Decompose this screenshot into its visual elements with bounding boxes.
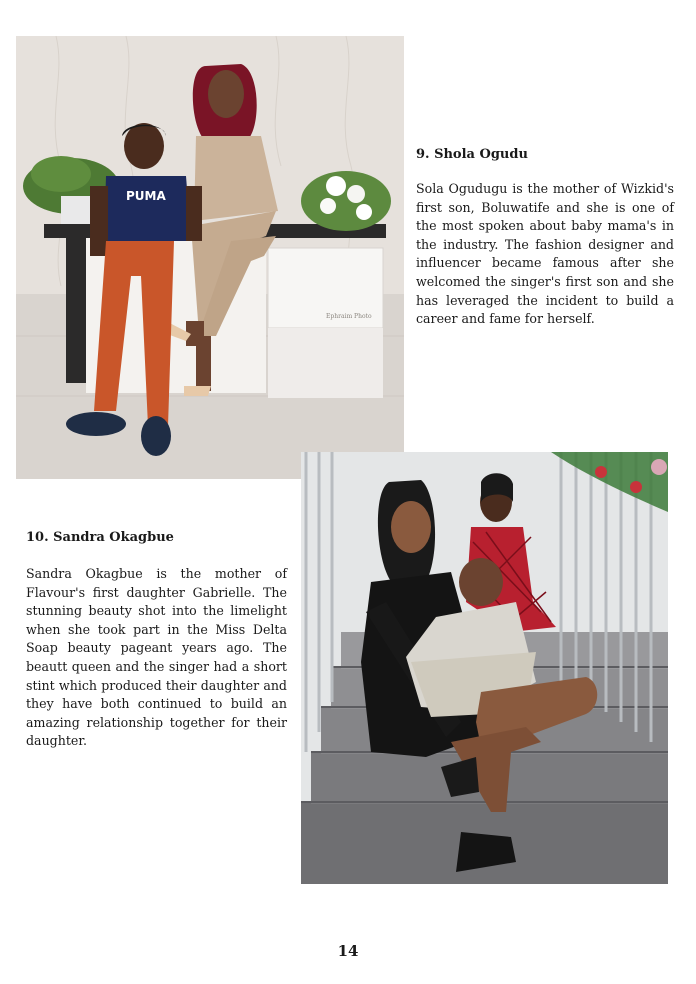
section-body-shola-ogudu: Sola Ogudugu is the mother of Wizkid's first son, Boluwatife and she is one of the most spoken about baby mama's in the industry. The fashion designer and influencer became famous after she welcomed the singer's first son and she has leveraged the incident to build a career and fame for herself. <box>416 181 674 327</box>
section-body-sandra-okagbue: Sandra Okagbue is the mother of Flavour's first daughter Gabrielle. The stunning beauty shot into the limelight when she took part in the Miss Delta Soap beauty pageant years ago. The beautt queen and the singer had a short stint which produced their daughter and they have both continued to build an amazing relationship together for their daughter. <box>26 566 287 749</box>
section-heading-shola-ogudu: 9. Shola Ogudu <box>416 147 528 162</box>
page-number: 14 <box>337 942 359 960</box>
photo-shola-ogudu-and-son <box>16 36 404 479</box>
shirt-logo-text: PUMA <box>126 189 166 203</box>
photo-2-illustration <box>301 452 668 884</box>
photo-1-illustration <box>16 36 404 479</box>
section-heading-sandra-okagbue: 10. Sandra Okagbue <box>26 530 174 545</box>
photo-sandra-okagbue-and-daughters <box>301 452 668 884</box>
signature-text: Ephraim Photo <box>326 313 372 320</box>
